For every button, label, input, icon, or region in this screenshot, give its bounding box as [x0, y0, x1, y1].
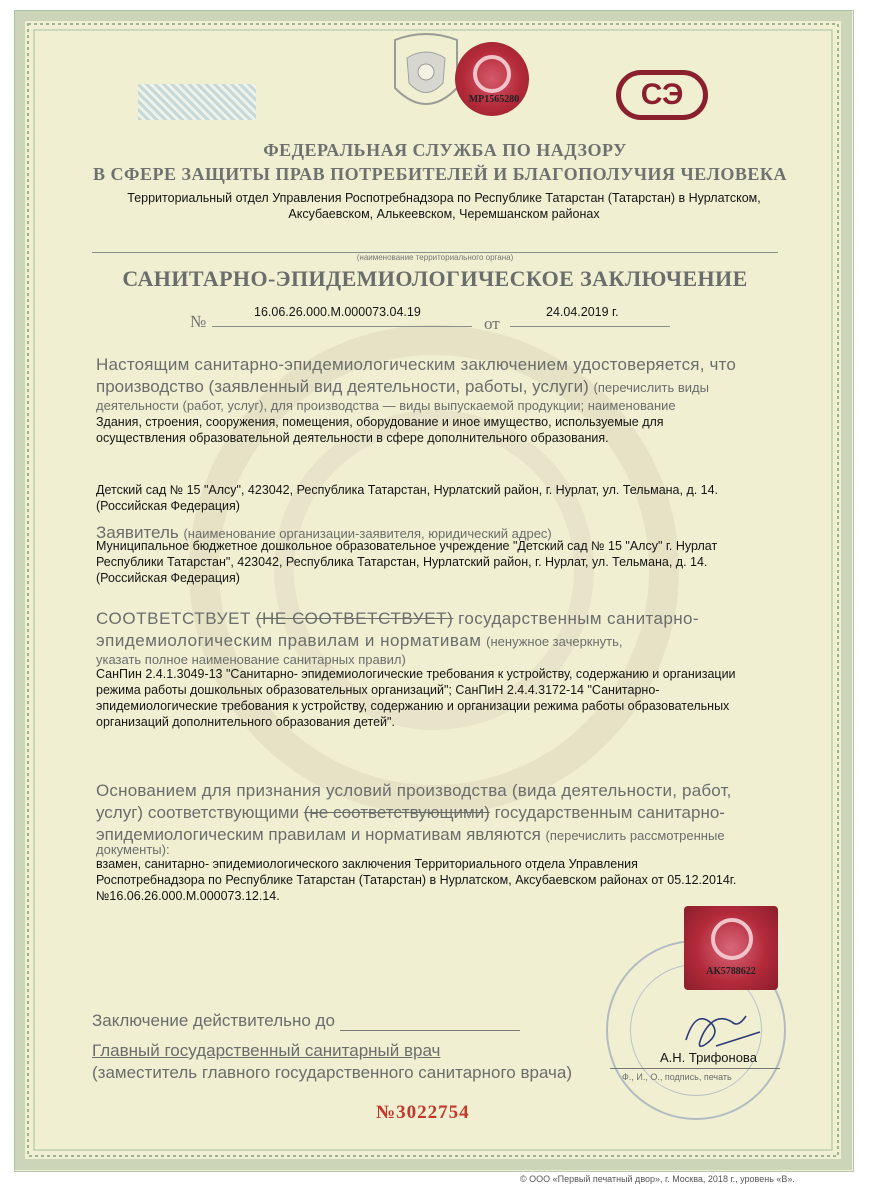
basis-line3-small: (перечислить рассмотренные	[545, 828, 725, 843]
basis-doc-line1: взамен, санитарно- эпидемиологического заключения Территориального отдела Управления	[96, 857, 638, 871]
basis-line2	[96, 802, 796, 824]
serial-number: №3022754	[376, 1102, 470, 1123]
applicant-line1: Муниципальное бюджетное дошкольное образовательное учреждение "Детский сад № 15 "Алсу" г. Нурлат	[96, 539, 718, 553]
document-number: 16.06.26.000.М.000073.04.19	[254, 305, 421, 319]
territorial-body-line2: Аксубаевском, Алькеевском, Черемшанском районах	[288, 207, 600, 221]
hologram-bottom-code: АК5788622	[706, 966, 756, 977]
applicant-line3: (Российская Федерация)	[96, 571, 240, 585]
printer-note: © ООО «Первый печатный двор», г. Москва, 2018 г., уровень «В».	[520, 1174, 795, 1184]
intro-line2-main: производство (заявленный вид деятельности, работы, услуги)	[96, 377, 589, 396]
activity-line1: Здания, строения, сооружения, помещения, оборудование и иное имущество, используемые для	[96, 415, 664, 429]
complies-line1	[96, 608, 796, 630]
hologram-top-code: МР1565280	[468, 94, 520, 105]
chief-line2: (заместитель главного государственного санитарного врача)	[92, 1063, 572, 1082]
rules-line4: организаций дополнительного образования детей".	[96, 715, 395, 729]
complies-line3: указать полное наименование санитарных правил)	[96, 652, 406, 667]
agency-title-line1: ФЕДЕРАЛЬНАЯ СЛУЖБА ПО НАДЗОРУ	[263, 140, 627, 160]
applicant-line2: Республики Татарстан", 423042, Республика Татарстан, Нурлатский район, г. Нурлат, ул. Тельмана, д. 14.	[96, 555, 708, 569]
signature-icon	[676, 1002, 766, 1054]
basis-line2b: (не соответствующими)	[303, 803, 490, 822]
rules-line3: эпидемиологические требования к устройству, содержанию и организации режима работы образовательных	[96, 699, 730, 713]
complies-line2-main: эпидемиологическим правилам и нормативам	[96, 631, 482, 650]
address-line2: (Российская Федерация)	[96, 499, 240, 513]
signer-name: А.Н. Трифонова	[660, 1050, 757, 1065]
basis-line2c: государственным санитарно-	[494, 803, 725, 822]
number-label: №	[190, 312, 207, 331]
chief-line1: Главный государственный санитарный врач	[92, 1041, 441, 1060]
applicant-label-text: Заявитель	[96, 523, 179, 542]
basis-doc-line2: Роспотребнадзора по Республике Татарстан (Татарстан) в Нурлатском, Аксубаевском районах от 05.12.2014г.	[96, 873, 737, 887]
valid-until-rule	[340, 1030, 520, 1031]
number-rule	[212, 326, 472, 327]
complies-word: СООТВЕТСТВУЕТ	[96, 609, 251, 628]
rules-line2: режима работы дошкольных образовательных организаций"; СанПиН 2.4.4.3172-14 "Санитарно-	[96, 683, 660, 697]
applicant-caption: (наименование организации-заявителя, юридический адрес)	[183, 526, 552, 541]
intro-line3: деятельности (работ, услуг), для производства — виды выпускаемой продукции; наименование	[96, 398, 676, 413]
intro-line2	[96, 376, 796, 399]
rules-line1: СанПин 2.4.1.3049-13 "Санитарно- эпидемиологические требования к устройству, содержанию и организации	[96, 667, 736, 681]
document-title: САНИТАРНО-ЭПИДЕМИОЛОГИЧЕСКОЕ ЗАКЛЮЧЕНИЕ	[122, 266, 748, 291]
territorial-caption: (наименование территориального органа)	[356, 253, 514, 262]
not-complies-word: (НЕ СООТВЕТСТВУЕТ)	[255, 609, 454, 628]
basis-line2a: услуг) соответствующими	[96, 803, 300, 822]
territorial-body-line1: Территориальный отдел Управления Роспотребнадзора по Республике Татарстан (Татарстан) в Нурлатском,	[127, 191, 761, 205]
agency-title-line2: В СФЕРЕ ЗАЩИТЫ ПРАВ ПОТРЕБИТЕЛЕЙ И БЛАГОПОЛУЧИЯ ЧЕЛОВЕКА	[93, 164, 787, 184]
activity-line2: осуществления образовательной деятельности в сфере дополнительного образования.	[96, 431, 609, 445]
basis-doc-line3: №16.06.26.000.М.000073.12.14.	[96, 889, 280, 903]
hologram-bottom-inner-icon	[711, 918, 753, 960]
date-label: от	[484, 314, 500, 333]
complies-line2-small: (ненужное зачеркнуть,	[486, 634, 623, 649]
signer-rule	[610, 1068, 780, 1069]
intro-line2-small: (перечислить виды	[593, 380, 709, 395]
complies-rest: государственным санитарно-	[458, 609, 699, 628]
security-pattern	[138, 84, 256, 120]
complies-line2	[96, 630, 796, 653]
signer-caption: Ф., И., О., подпись, печать	[622, 1072, 732, 1082]
document-date: 24.04.2019 г.	[546, 305, 619, 319]
intro-line1: Настоящим санитарно-эпидемиологическим заключением удостоверяется, что	[96, 355, 737, 374]
conformity-mark-icon: СЭ	[616, 70, 708, 120]
basis-line1: Основанием для признания условий производства (вида деятельности, работ,	[96, 781, 732, 800]
valid-until: Заключение действительно до	[92, 1011, 335, 1030]
basis-line4: документы):	[96, 842, 170, 857]
basis-line3-main: эпидемиологическим правилам и нормативам являются	[96, 825, 541, 844]
hologram-top-inner-icon	[473, 55, 511, 93]
address-line1: Детский сад № 15 "Алсу", 423042, Республика Татарстан, Нурлатский район, г. Нурлат, ул. Тельмана, д. 14.	[96, 483, 719, 497]
date-rule	[510, 326, 670, 327]
